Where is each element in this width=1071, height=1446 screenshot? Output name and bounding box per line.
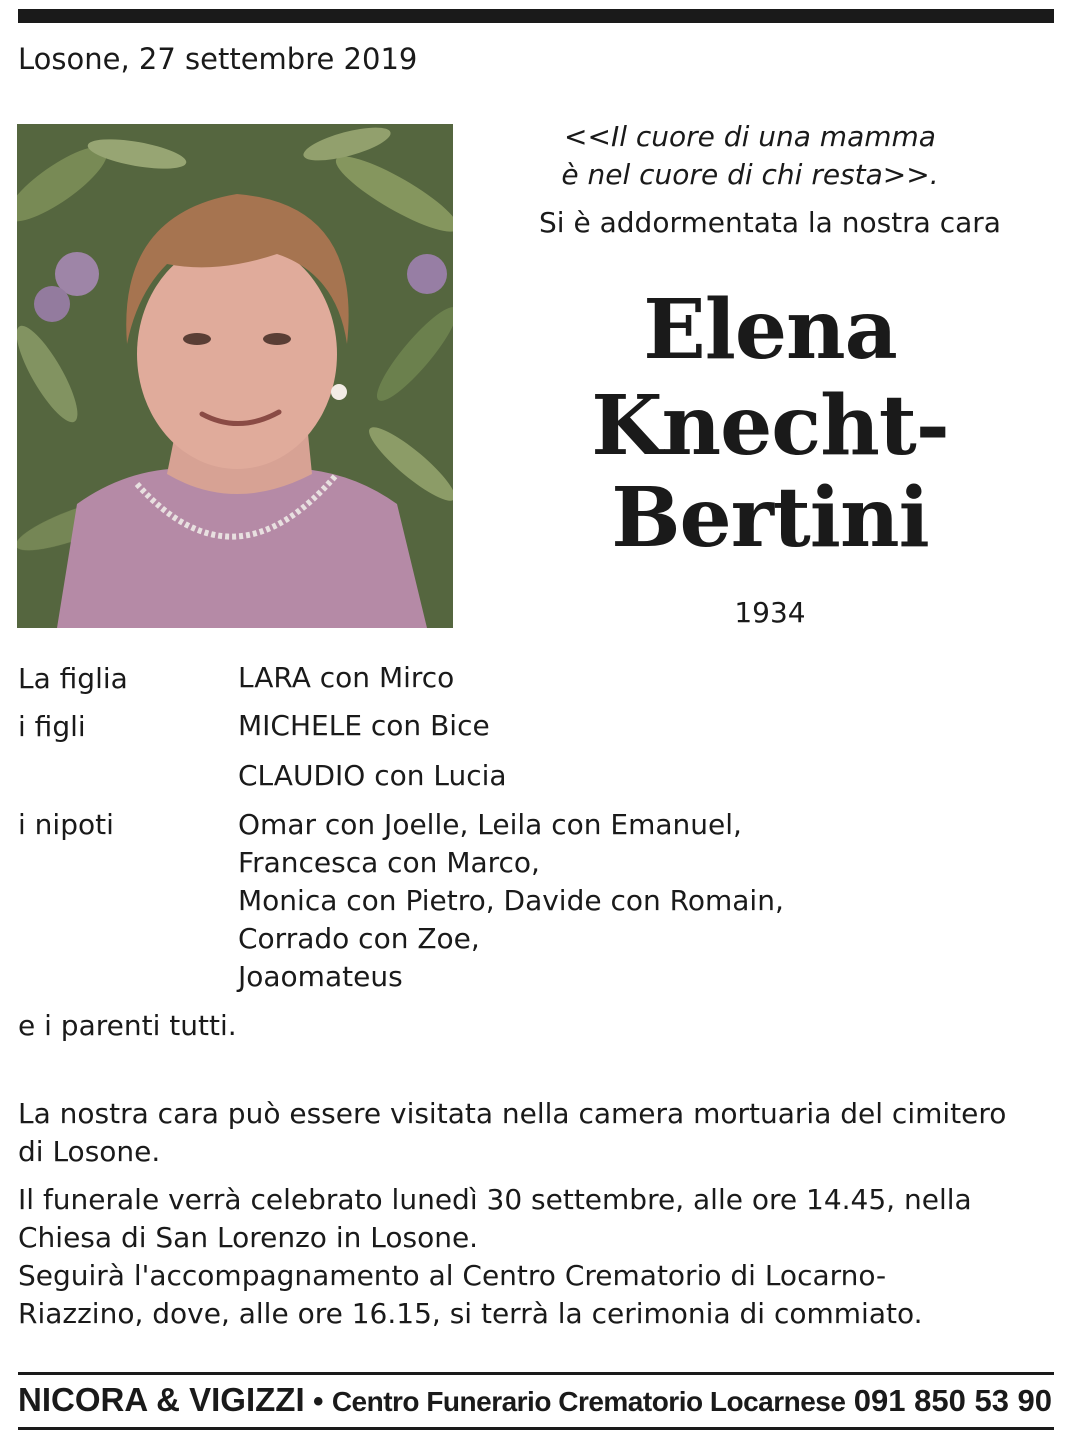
funeral-home-phone: 091 850 53 90: [853, 1383, 1053, 1418]
visit-line-1: La nostra cara può essere visitata nella camera mortuaria del cimitero: [18, 1097, 1007, 1130]
relatives-text: e i parenti tutti.: [18, 1009, 237, 1042]
funeral-home-footer: [18, 1381, 1054, 1425]
funeral-line-1: Il funerale verrà celebrato lunedì 30 settembre, alle ore 14.45, nella: [18, 1183, 972, 1216]
family-son-2: CLAUDIO con Lucia: [238, 759, 507, 792]
family-daughter: LARA con Mirco: [238, 661, 455, 694]
quote-line-1: <<Il cuore di una mamma: [564, 120, 936, 153]
family-label-sons: i figli: [18, 710, 86, 743]
family-label-grandchildren: i nipoti: [18, 808, 114, 841]
funeral-line-3: Seguirà l'accompagnamento al Centro Crematorio di Locarno-: [18, 1259, 887, 1292]
visit-line-2: di Losone.: [18, 1135, 161, 1168]
funeral-line-2: Chiesa di San Lorenzo in Losone.: [18, 1221, 479, 1254]
footer-bottom-rule: [18, 1427, 1054, 1430]
funeral-line-4: Riazzino, dove, alle ore 16.15, si terrà la cerimonia di commiato.: [18, 1297, 923, 1330]
funeral-home-subtitle: Centro Funerario Crematorio Locarnese: [331, 1386, 846, 1417]
portrait-photo: [17, 124, 453, 628]
place-date: Losone, 27 settembre 2019: [18, 42, 418, 76]
family-grandchildren-3: Monica con Pietro, Davide con Romain,: [238, 884, 784, 917]
funeral-home-name: NICORA & VIGIZZI: [18, 1381, 305, 1418]
family-grandchildren-2: Francesca con Marco,: [238, 846, 540, 879]
family-grandchildren-1: Omar con Joelle, Leila con Emanuel,: [238, 808, 742, 841]
top-rule: [18, 9, 1054, 23]
portrait-illustration: [17, 124, 453, 628]
quote-line-2: è nel cuore di chi resta>>.: [561, 158, 939, 191]
family-grandchildren-5: Joaomateus: [238, 960, 403, 993]
deceased-surname-2: Bertini: [611, 470, 929, 566]
family-grandchildren-4: Corrado con Zoe,: [238, 922, 480, 955]
family-label-daughter: La figlia: [18, 662, 128, 695]
footer-separator: •: [312, 1385, 324, 1418]
deceased-surname-1: Knecht-: [591, 378, 949, 474]
intro-text: Si è addormentata la nostra cara: [539, 206, 1001, 239]
footer-top-rule: [18, 1372, 1054, 1375]
deceased-first-name: Elena: [643, 282, 897, 378]
birth-year: 1934: [734, 596, 806, 629]
family-son-1: MICHELE con Bice: [238, 709, 490, 742]
